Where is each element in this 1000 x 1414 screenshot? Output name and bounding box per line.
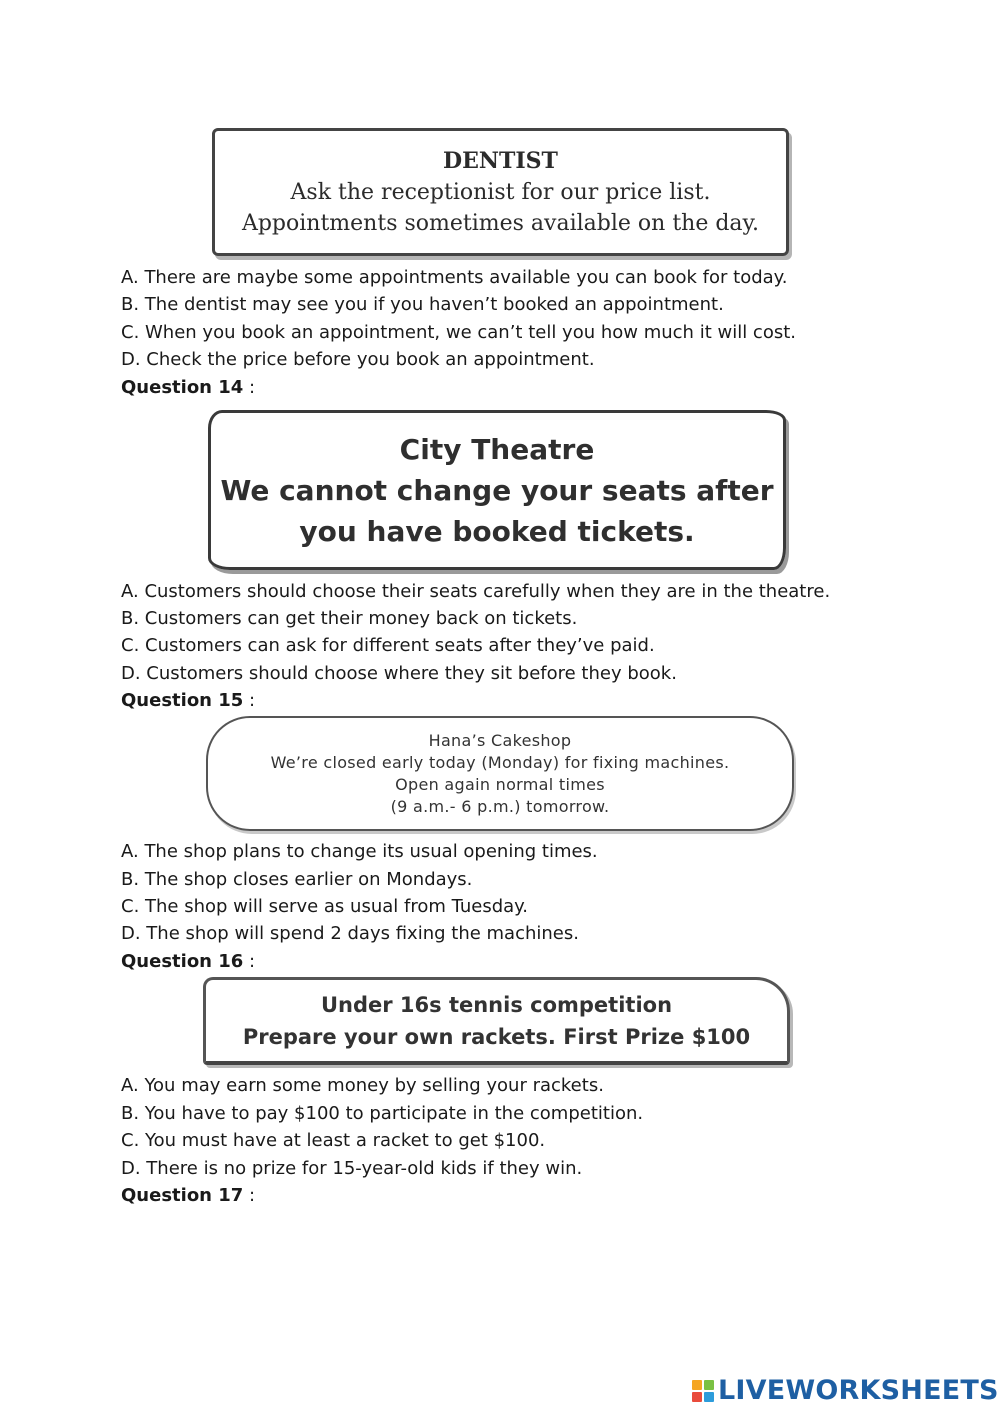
logo-square bbox=[692, 1380, 702, 1390]
liveworksheets-logo[interactable] bbox=[692, 1375, 999, 1406]
logo-square bbox=[704, 1392, 714, 1402]
question-15-heading bbox=[121, 690, 255, 712]
dentist-sign bbox=[212, 128, 789, 256]
cakeshop-sign bbox=[206, 716, 794, 831]
option-d: D. Check the price before you book an appointment. bbox=[121, 349, 595, 370]
question-suffix: : bbox=[243, 690, 256, 711]
option-a: A. There are maybe some appointments available you can book for today. bbox=[121, 267, 788, 288]
logo-mark-icon bbox=[692, 1380, 714, 1402]
question-suffix: : bbox=[243, 951, 256, 972]
sign-line: DENTIST bbox=[443, 148, 558, 174]
question-16-heading bbox=[121, 951, 255, 973]
question-suffix: : bbox=[243, 377, 256, 398]
sign-line: City Theatre bbox=[399, 432, 595, 466]
tennis-sign bbox=[203, 977, 790, 1065]
sign-line: Appointments sometimes available on the day. bbox=[241, 211, 760, 236]
option-d: D. The shop will spend 2 days fixing the machines. bbox=[121, 923, 579, 944]
option-c: C. You must have at least a racket to get $100. bbox=[121, 1130, 546, 1151]
sign-line: Prepare your own rackets. First Prize $100 bbox=[242, 1024, 751, 1049]
logo-square bbox=[704, 1380, 714, 1390]
theatre-sign bbox=[208, 410, 786, 570]
question-label: Question 17 bbox=[121, 1185, 244, 1206]
option-b: B. The dentist may see you if you haven’t booked an appointment. bbox=[121, 294, 724, 315]
sign-line: We’re closed early today (Monday) for fixing machines. bbox=[270, 752, 730, 772]
question-17-heading bbox=[121, 1185, 255, 1207]
option-b: B. Customers can get their money back on tickets. bbox=[121, 608, 578, 629]
question-suffix: : bbox=[243, 1185, 256, 1206]
option-c: C. Customers can ask for different seats after they’ve paid. bbox=[121, 635, 655, 656]
question-label: Question 16 bbox=[121, 951, 244, 972]
logo-text: LIVEWORKSHEETS bbox=[718, 1375, 999, 1406]
option-d: D. Customers should choose where they sit before they book. bbox=[121, 663, 677, 684]
option-b: B. The shop closes earlier on Mondays. bbox=[121, 869, 473, 890]
option-c: C. When you book an appointment, we can’t tell you how much it will cost. bbox=[121, 322, 796, 343]
sign-line: Open again normal times bbox=[395, 774, 605, 794]
sign-line: you have booked tickets. bbox=[299, 514, 695, 548]
option-d: D. There is no prize for 15-year-old kids if they win. bbox=[121, 1158, 583, 1179]
option-b: B. You have to pay $100 to participate in the competition. bbox=[121, 1103, 644, 1124]
option-c: C. The shop will serve as usual from Tuesday. bbox=[121, 896, 528, 917]
option-a: A. You may earn some money by selling your rackets. bbox=[121, 1075, 604, 1096]
sign-line: We cannot change your seats after bbox=[220, 473, 774, 507]
question-14-heading bbox=[121, 377, 255, 399]
sign-line: (9 a.m.- 6 p.m.) tomorrow. bbox=[390, 796, 610, 816]
sign-line: Hana’s Cakeshop bbox=[428, 730, 572, 750]
question-label: Question 14 bbox=[121, 377, 244, 398]
logo-square bbox=[692, 1392, 702, 1402]
sign-line: Ask the receptionist for our price list. bbox=[290, 180, 711, 205]
option-a: A. Customers should choose their seats carefully when they are in the theatre. bbox=[121, 581, 831, 602]
sign-line: Under 16s tennis competition bbox=[320, 992, 673, 1017]
question-label: Question 15 bbox=[121, 690, 244, 711]
option-a: A. The shop plans to change its usual opening times. bbox=[121, 841, 598, 862]
